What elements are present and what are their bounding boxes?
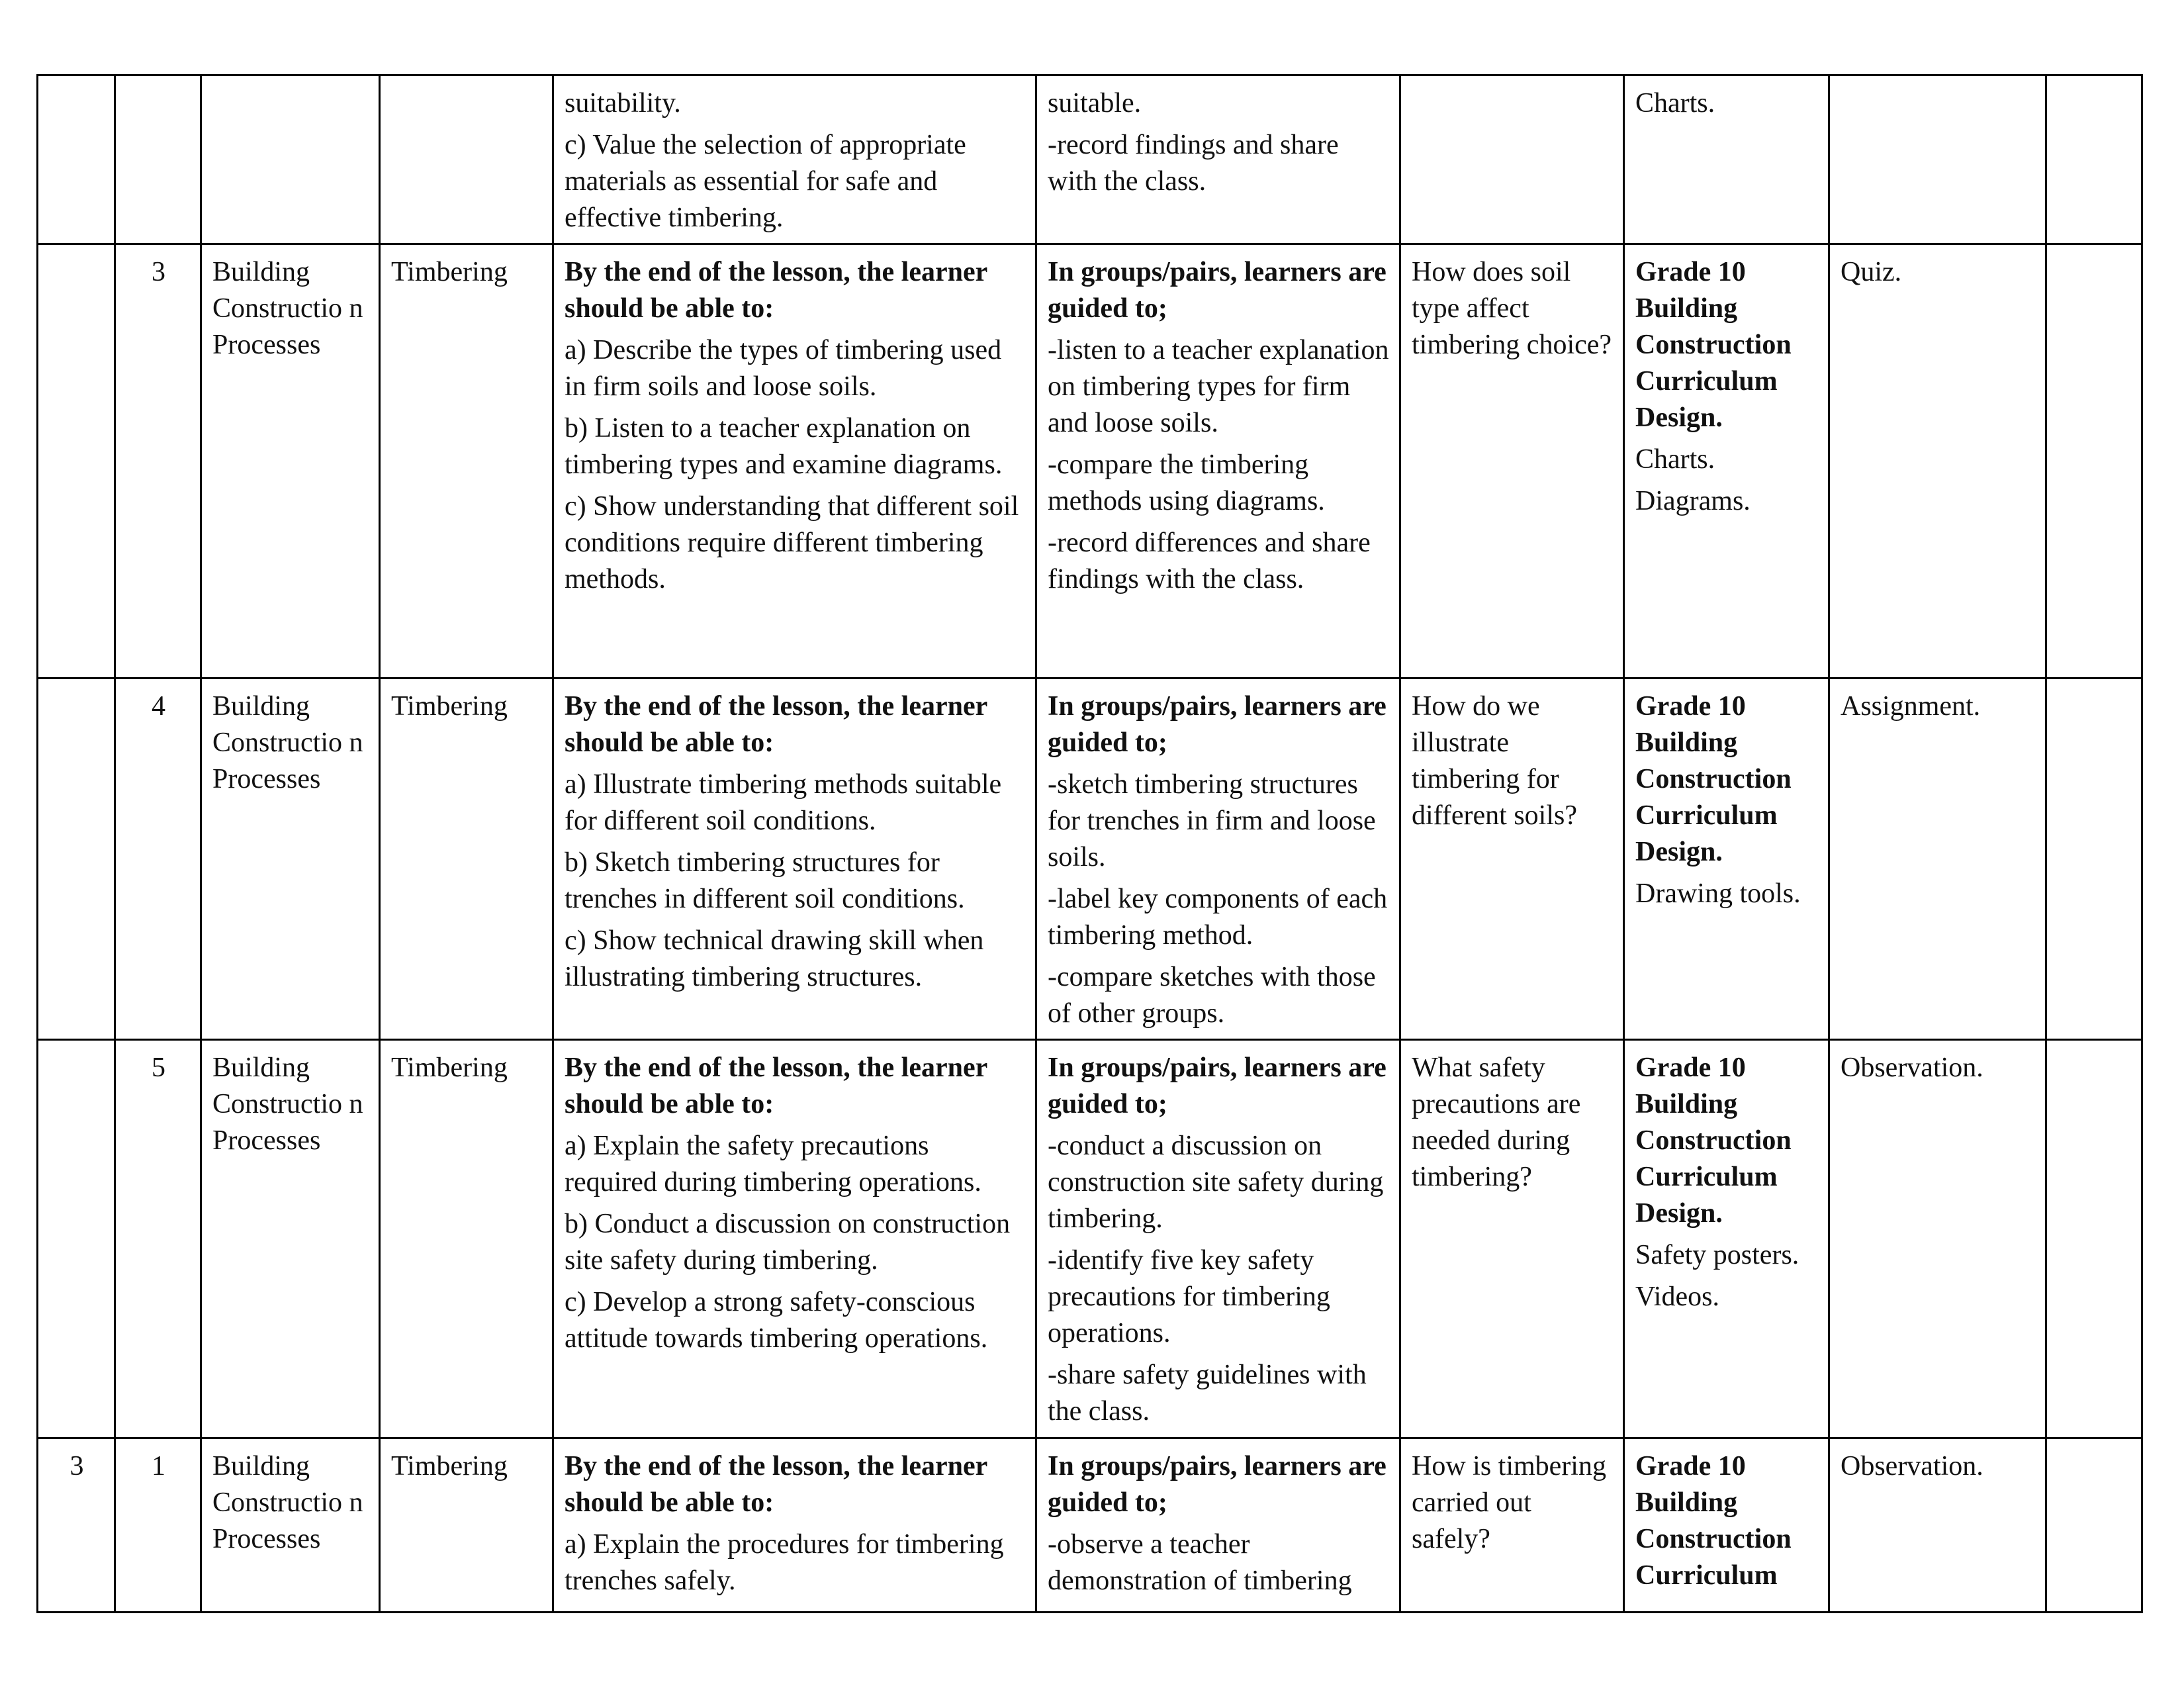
outcomes-cell [553,1438,1036,1613]
outcomes-cell [553,75,1036,244]
resources-cell [1624,75,1829,244]
outcome-line: c) Value the selection of appropriate materials as essential for safe and effective timbering. [565,130,966,233]
experience-line: -listen to a teacher explanation on timbering types for firm and loose soils. [1048,335,1389,438]
experiences-heading: In groups/pairs, learners are guided to; [1048,691,1387,758]
outcome-line: a) Explain the procedures for timbering trenches safely. [565,1529,1004,1596]
remarks-cell [2046,679,2142,1040]
strand-cell [201,75,380,244]
experience-line: suitable. [1048,88,1142,118]
experience-line: -identify five key safety precautions for timbering operations. [1048,1245,1330,1348]
inquiry-question-cell: How is timbering carried out safely? [1400,1438,1624,1613]
experiences-cell [1036,1040,1400,1438]
week-cell [38,679,115,1040]
experiences-heading: In groups/pairs, learners are guided to; [1048,1053,1387,1119]
resource-line: Videos. [1635,1282,1719,1312]
remarks-cell [2046,244,2142,679]
sub-strand-cell [380,75,553,244]
outcomes-heading: By the end of the lesson, the learner should be able to: [565,257,987,324]
experiences-heading: In groups/pairs, learners are guided to; [1048,257,1387,324]
week-cell [38,75,115,244]
experience-line: -record differences and share findings with the class. [1048,528,1371,594]
experiences-cell [1036,1438,1400,1613]
experience-line: -sketch timbering structures for trenches in firm and loose soils. [1048,769,1376,872]
outcome-line: b) Conduct a discussion on construction site safety during timbering. [565,1209,1011,1276]
inquiry-question-cell [1400,75,1624,244]
resources-cell [1624,679,1829,1040]
resource-line: Drawing tools. [1635,878,1801,909]
week-cell [38,244,115,679]
resources-cell [1624,1438,1829,1613]
lesson-cell [115,75,201,244]
outcome-line: a) Illustrate timbering methods suitable for different soil conditions. [565,769,1002,836]
assessment-cell: Assignment. [1829,679,2046,1040]
table-row [38,679,2142,1040]
assessment-cell: Observation. [1829,1040,2046,1438]
resources-heading: Grade 10 Building Construction Curriculum Design. [1635,257,1792,433]
outcome-line: b) Sketch timbering structures for trenches in different soil conditions. [565,847,965,914]
strand-cell: Building Constructio n Processes [201,679,380,1040]
outcome-line: c) Show understanding that different soil conditions require different timbering methods. [565,491,1019,594]
outcome-line: c) Show technical drawing skill when illustrating timbering structures. [565,925,984,992]
remarks-cell [2046,75,2142,244]
resource-line: Charts. [1635,88,1715,118]
table-row [38,1040,2142,1438]
strand-cell: Building Constructio n Processes [201,244,380,679]
resources-cell [1624,1040,1829,1438]
outcome-line: b) Listen to a teacher explanation on timbering types and examine diagrams. [565,413,1003,480]
lesson-cell: 5 [115,1040,201,1438]
outcome-line: suitability. [565,88,681,118]
scheme-of-work-table [36,74,2143,1613]
lesson-cell: 1 [115,1438,201,1613]
week-cell: 3 [38,1438,115,1613]
table-row [38,244,2142,679]
resources-heading: Grade 10 Building Construction Curriculum Design. [1635,691,1792,867]
outcomes-cell [553,244,1036,679]
table-body [38,75,2142,1613]
remarks-cell [2046,1040,2142,1438]
experiences-cell [1036,679,1400,1040]
outcomes-cell [553,679,1036,1040]
strand-cell: Building Constructio n Processes [201,1040,380,1438]
outcome-line: c) Develop a strong safety-conscious attitude towards timbering operations. [565,1287,988,1354]
outcomes-heading: By the end of the lesson, the learner should be able to: [565,1451,987,1518]
resources-heading: Grade 10 Building Construction Curriculum Design. [1635,1053,1792,1229]
outcome-line: a) Explain the safety precautions required during timbering operations. [565,1131,981,1197]
outcomes-heading: By the end of the lesson, the learner should be able to: [565,691,987,758]
resource-line: Safety posters. [1635,1240,1799,1270]
sub-strand-cell: Timbering [380,1040,553,1438]
resource-line: Diagrams. [1635,486,1751,516]
assessment-cell [1829,75,2046,244]
experience-line: -label key components of each timbering method. [1048,884,1388,951]
experience-line: -compare the timbering methods using diagrams. [1048,449,1325,516]
assessment-cell: Quiz. [1829,244,2046,679]
resource-line: Charts. [1635,444,1715,475]
experiences-cell [1036,75,1400,244]
resources-cell [1624,244,1829,679]
inquiry-question-cell: What safety precautions are needed during timbering? [1400,1040,1624,1438]
sub-strand-cell: Timbering [380,244,553,679]
week-cell [38,1040,115,1438]
remarks-cell [2046,1438,2142,1613]
experience-line: -observe a teacher demonstration of timbering [1048,1529,1352,1596]
experience-line: -record findings and share with the class. [1048,130,1339,197]
assessment-cell: Observation. [1829,1438,2046,1613]
experience-line: -share safety guidelines with the class. [1048,1360,1367,1427]
experience-line: -conduct a discussion on construction site safety during timbering. [1048,1131,1384,1234]
experiences-cell [1036,244,1400,679]
outcomes-cell [553,1040,1036,1438]
inquiry-question-cell: How does soil type affect timbering choice? [1400,244,1624,679]
outcome-line: a) Describe the types of timbering used in firm soils and loose soils. [565,335,1002,402]
inquiry-question-cell: How do we illustrate timbering for different soils? [1400,679,1624,1040]
strand-cell: Building Constructio n Processes [201,1438,380,1613]
experience-line: -compare sketches with those of other groups. [1048,962,1376,1029]
outcomes-heading: By the end of the lesson, the learner should be able to: [565,1053,987,1119]
lesson-cell: 3 [115,244,201,679]
experiences-heading: In groups/pairs, learners are guided to; [1048,1451,1387,1518]
table-row [38,75,2142,244]
sub-strand-cell: Timbering [380,679,553,1040]
sub-strand-cell: Timbering [380,1438,553,1613]
resources-heading: Grade 10 Building Construction Curriculum [1635,1451,1792,1591]
lesson-cell: 4 [115,679,201,1040]
table-row [38,1438,2142,1613]
